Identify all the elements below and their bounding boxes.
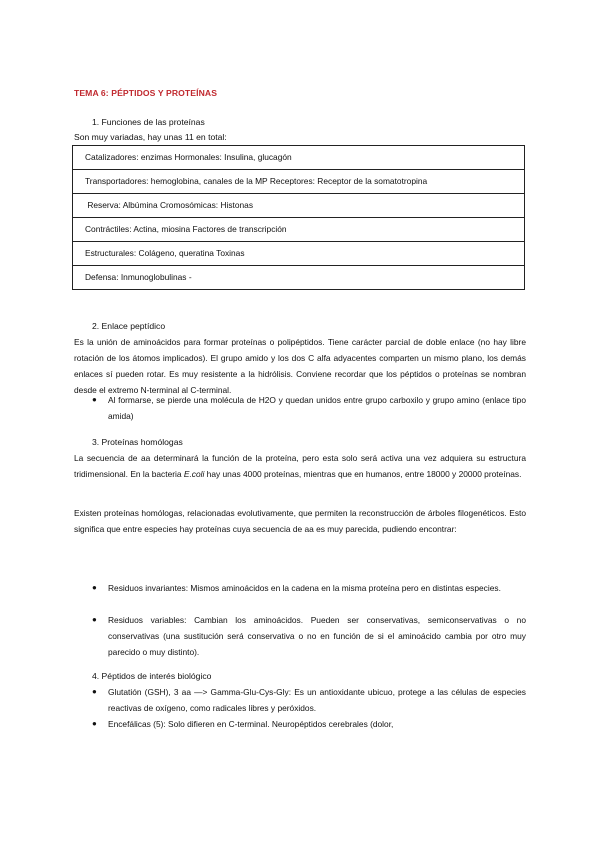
- table-cell: Defensa: Inmunoglobulinas -: [73, 266, 525, 290]
- section-1-heading: 1. Funciones de las proteínas: [92, 117, 205, 127]
- bullet-icon: ●: [92, 719, 97, 728]
- table-cell: Catalizadores: enzimas Hormonales: Insulina, glucagón: [73, 146, 525, 170]
- bullet-icon: ●: [92, 583, 97, 592]
- table-row: [73, 146, 525, 170]
- table-row: [73, 242, 525, 266]
- bullet-icon: ●: [92, 615, 97, 624]
- section-3-paragraph-1: [74, 450, 526, 482]
- list-item-text: Al formarse, se pierde una molécula de H2O y quedan unidos entre grupo carboxilo y grupo amino (enlace tipo amida): [108, 395, 526, 421]
- list-item-text: Residuos invariantes: Mismos aminoácidos en la cadena en la misma proteína pero en distintas especies.: [108, 583, 501, 593]
- functions-table: [72, 145, 525, 290]
- section-3-paragraph-2: Existen proteínas homólogas, relacionadas evolutivamente, que permiten la reconstrucción de árboles filogenéticos. Esto significa que entre especies hay proteínas cuya secuencia de aa es muy parecida, pudiendo encontrar:: [74, 508, 526, 534]
- list-item: [92, 392, 526, 424]
- table-row: [73, 218, 525, 242]
- paragraph-text: hay unas 4000 proteínas, mientras que en humanos, entre 18000 y 20000 proteínas.: [204, 469, 522, 479]
- section-2-heading: 2. Enlace peptídico: [92, 321, 166, 331]
- table-row: [73, 266, 525, 290]
- list-item: [92, 684, 526, 716]
- section-1-intro: Son muy variadas, hay unas 11 en total:: [74, 132, 227, 142]
- section-3-heading: 3. Proteínas homólogas: [92, 437, 183, 447]
- species-name: E.coli: [183, 469, 205, 479]
- bullet-icon: ●: [92, 687, 97, 696]
- list-item: [92, 612, 526, 660]
- table-cell: Transportadores: hemoglobina, canales de la MP Receptores: Receptor de la somatotropina: [73, 170, 525, 194]
- table-cell: Contráctiles: Actina, miosina Factores de transcripción: [73, 218, 525, 242]
- table-row: [73, 170, 525, 194]
- paragraph-text: La secuencia de aa determinará la función de la proteína, pero esta solo será activa una vez adquiera su estructura tridimensional. En la bacteria: [74, 453, 526, 479]
- list-item: [92, 716, 526, 732]
- list-item-text: Residuos variables: Cambian los aminoácidos. Pueden ser conservativas, semiconservativas o no conservativas (una sustitución será conservativa o no en función de si el aminoácido cambia por otro muy parecido o muy distinto).: [108, 615, 526, 657]
- list-item: [92, 580, 526, 596]
- document-title: TEMA 6: PÉPTIDOS Y PROTEÍNAS: [74, 88, 218, 98]
- table-cell: Estructurales: Colágeno, queratina Toxinas: [73, 242, 525, 266]
- list-item-text: Glutatión (GSH), 3 aa —> Gamma-Glu-Cys-Gly: Es un antioxidante ubicuo, protege a las células de especies reactivas de oxígeno, como radicales libres y peróxidos.: [108, 687, 526, 713]
- list-item-text: Encefálicas (5): Solo difieren en C-terminal. Neuropéptidos cerebrales (dolor,: [108, 719, 394, 729]
- section-4-heading: 4. Péptidos de interés biológico: [92, 671, 212, 681]
- bullet-icon: ●: [92, 395, 97, 404]
- table-cell: Reserva: Albúmina Cromosómicas: Histonas: [73, 194, 525, 218]
- section-2-paragraph: Es la unión de aminoácidos para formar proteínas o polipéptidos. Tiene carácter parcial de doble enlace (no hay libre rotación de los átomos implicados). El grupo amido y los dos C alfa adyacentes comparten un mismo plano, los demás enlaces sí pueden rotar. Es muy resistente a la hidrólisis. Conviene recordar que los péptidos o proteínas se nombran desde el extremo N-terminal al C-terminal.: [74, 337, 526, 395]
- table-row: [73, 194, 525, 218]
